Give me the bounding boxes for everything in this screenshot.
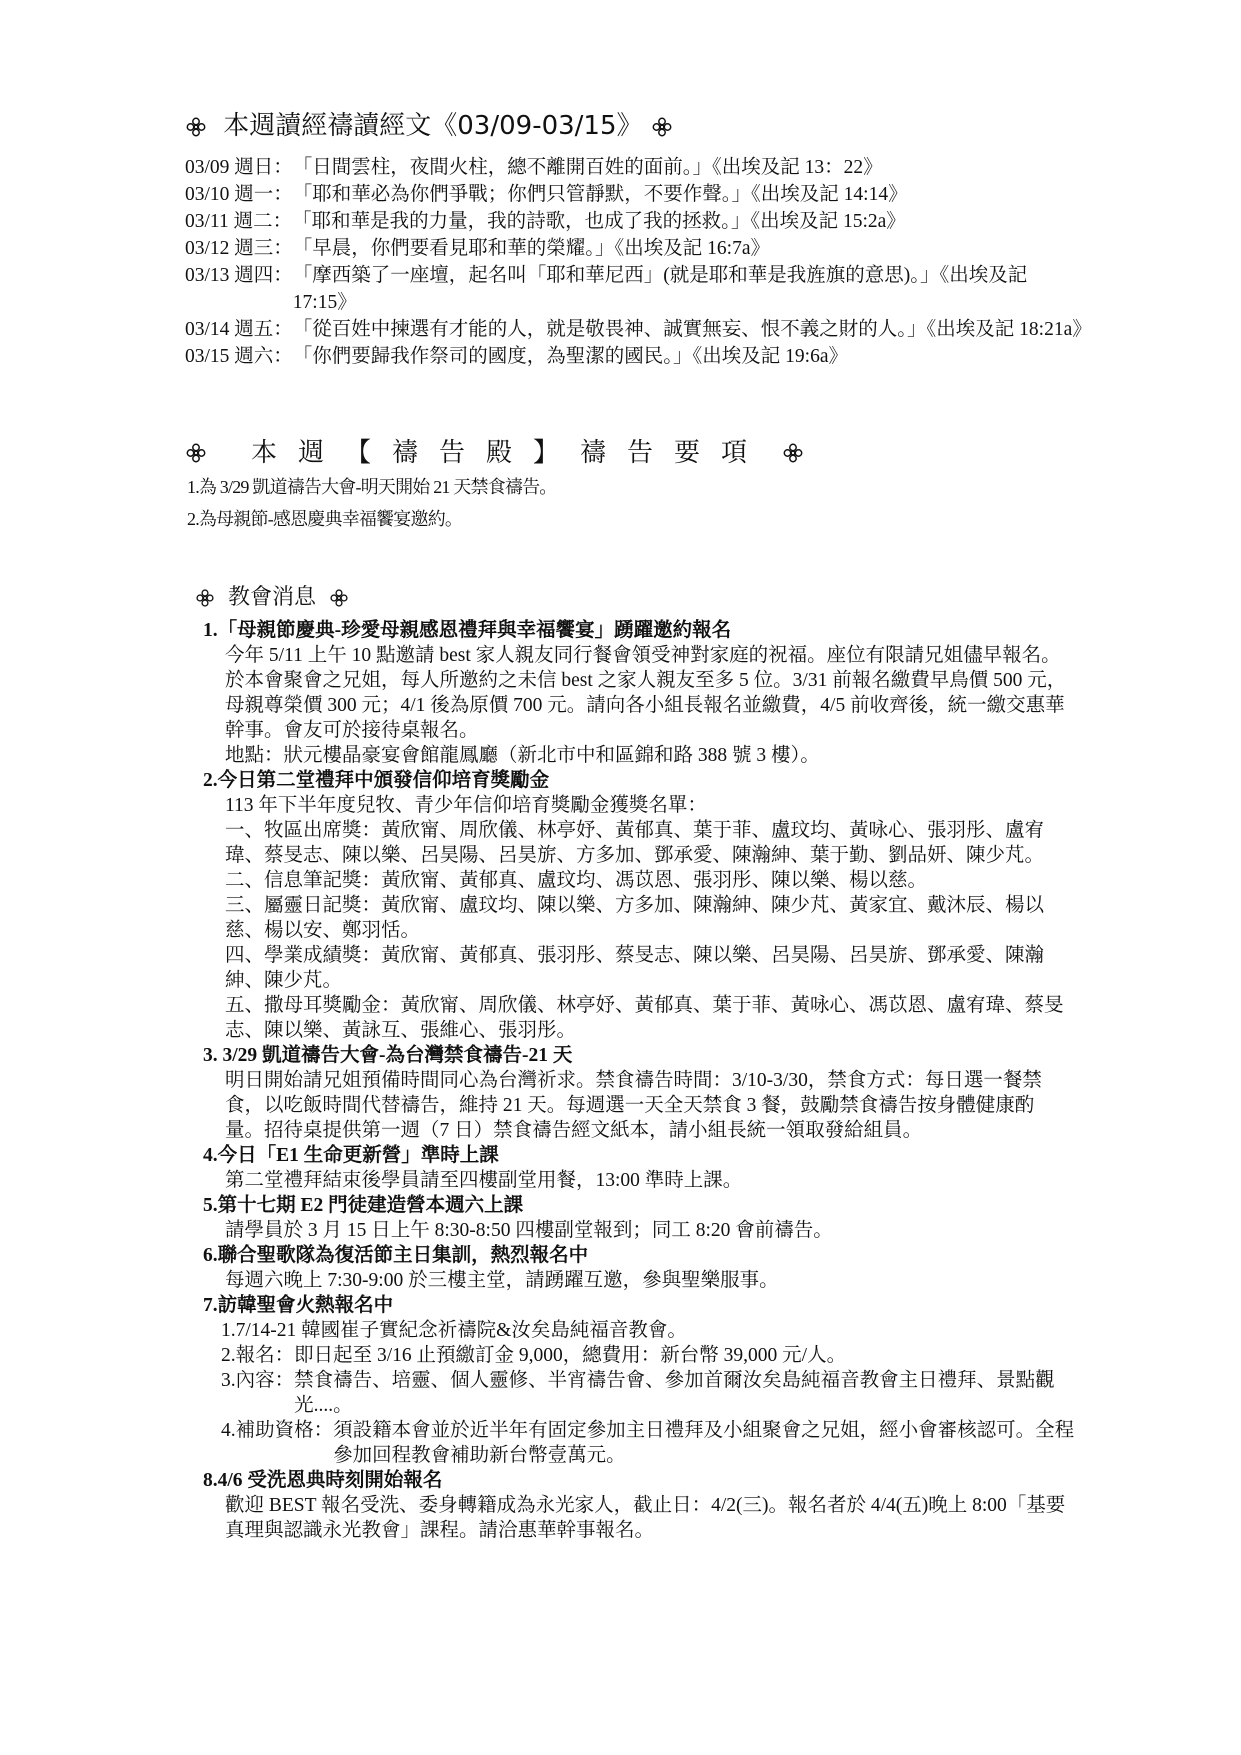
flower-icon <box>651 116 673 138</box>
award-list-item: 二、信息筆記獎：黃欣甯、黃郁真、盧玟均、馮苡恩、張羽彤、陳以樂、楊以慈。 <box>225 870 928 891</box>
award-list-item: 三、屬靈日記獎：黃欣甯、盧玟均、陳以樂、方多加、陳瀚紳、陳少芃、黃家宜、戴沐辰、楊以慈、楊以安、鄭羽恬。 <box>225 895 1045 941</box>
reading-day-label: 03/15 週六： <box>185 346 293 367</box>
reading-day-label: 03/13 週四： <box>185 265 293 286</box>
reading-verse: 「你們要歸我作祭司的國度，為聖潔的國民。」《出埃及記 19:6a》 <box>292 346 848 367</box>
trip-detail-text: 即日起至 3/16 止預繳訂金 9,000，總費用：新台幣 39,000 元/人。 <box>294 1345 847 1366</box>
weekly-readings-heading <box>185 108 1085 144</box>
reading-verse: 「耶和華必為你們爭戰；你們只管靜默，不要作聲。」《出埃及記 14:14》 <box>292 184 908 205</box>
trip-detail-text: 7/14-21 韓國崔子實紀念祈禱院&汝矣島純福音教會。 <box>235 1320 687 1341</box>
reading-verse: 「日間雲柱，夜間火柱，總不離開百姓的面前。」《出埃及記 13：22》 <box>292 157 883 178</box>
flower-icon <box>329 588 349 608</box>
news-item-body: 明日開始請兄姐預備時間同心為台灣祈求。禁食禱告時間：3/10-3/30，禁食方式：每日選一餐禁食，以吃飯時間代替禱告，維持 21 天。每週選一天全天禁食 3 餐，鼓勵禁食禱告按身體健康酌量。招待桌提供第一週（7 日）禁食禱告經文紙本，請小組長統一領取發給組員。 <box>225 1070 1042 1141</box>
reading-verse: 「摩西築了一座壇，起名叫「耶和華尼西」(就是耶和華是我旌旗的意思)。」《出埃及記 17:15》 <box>292 265 1028 313</box>
flower-icon <box>782 442 804 464</box>
news-item-body: 第二堂禮拜結束後學員請至四樓副堂用餐，13:00 準時上課。 <box>225 1170 743 1191</box>
news-item-location: 地點：狀元樓晶豪宴會館龍鳳廳（新北市中和區錦和路 388 號 3 樓）。 <box>225 745 820 766</box>
award-list-item: 五、撒母耳獎勵金：黃欣甯、周欣儀、林亭妤、黃郁真、葉于菲、黃咏心、馮苡恩、盧宥瑋、蔡旻志、陳以樂、黃詠互、張維心、張羽彤。 <box>225 995 1064 1041</box>
flower-icon <box>195 588 215 608</box>
prayer-items-title: 本週【禱告殿】禱告要項 <box>251 438 769 468</box>
trip-detail-line <box>221 1418 1075 1468</box>
prayer-item: 2.為母親節-感恩慶典幸福饗宴邀約。 <box>187 509 463 529</box>
flower-icon <box>185 116 207 138</box>
reading-day-label: 03/10 週一： <box>185 184 293 205</box>
reading-line <box>185 316 1092 343</box>
award-list-item: 一、牧區出席獎：黃欣甯、周欣儀、林亭妤、黃郁真、葉于菲、盧玟均、黃咏心、張羽彤、盧宥瑋、蔡旻志、陳以樂、呂昊陽、呂昊旂、方多加、鄧承愛、陳瀚紳、葉于勤、劉品妍、陳少芃。 <box>225 820 1045 866</box>
news-item-title: 3. 3/29 凱道禱告大會-為台灣禁食禱告-21 天 <box>203 1045 573 1066</box>
reading-line <box>185 235 1085 262</box>
trip-detail-text: 須設籍本會並於近半年有固定參加主日禮拜及小組聚會之兄姐，經小會審核認可。全程參加回程教會補助新台幣壹萬元。 <box>333 1420 1075 1466</box>
news-item-title: 6.聯合聖歌隊為復活節主日集訓，熱烈報名中 <box>203 1245 589 1266</box>
reading-line <box>185 343 1085 370</box>
trip-detail-text: 禁食禱告、培靈、個人靈修、半宵禱告會、參加首爾汝矣島純福音教會主日禮拜、景點觀光....。 <box>294 1370 1055 1416</box>
trip-detail-label: 1. <box>221 1320 236 1341</box>
reading-verse: 「早晨，你們要看見耶和華的榮耀。」《出埃及記 16:7a》 <box>292 238 770 259</box>
reading-day-label: 03/12 週三： <box>185 238 293 259</box>
weekly-readings-title: 本週讀經禱讀經文《03/09-03/15》 <box>223 111 643 141</box>
church-news-title: 教會消息 <box>228 585 317 610</box>
trip-detail-label: 4.補助資格： <box>221 1420 334 1441</box>
weekly-readings-section <box>185 108 1092 370</box>
church-news-section <box>195 582 1075 1543</box>
news-item-body: 113 年下半年度兒牧、青少年信仰培育獎勵金獲獎名單： <box>225 795 707 816</box>
reading-day-label: 03/09 週日： <box>185 157 293 178</box>
trip-detail-line <box>221 1343 1075 1368</box>
flower-icon <box>185 442 207 464</box>
reading-verse: 「從百姓中揀選有才能的人，就是敬畏神、誠實無妄、恨不義之財的人。」《出埃及記 18:21a》 <box>292 319 1092 340</box>
award-list-item: 四、學業成績獎：黃欣甯、黃郁真、張羽彤、蔡旻志、陳以樂、呂昊陽、呂昊旂、鄧承愛、陳瀚紳、陳少芃。 <box>225 945 1045 991</box>
prayer-item: 1.為 3/29 凱道禱告大會-明天開始 21 天禁食禱告。 <box>187 477 557 497</box>
news-item-body: 請學員於 3 月 15 日上午 8:30-8:50 四樓副堂報到；同工 8:20 會前禱告。 <box>225 1220 833 1241</box>
trip-detail-line <box>221 1318 1075 1343</box>
news-item-title: 8.4/6 受洗恩典時刻開始報名 <box>203 1470 443 1491</box>
news-item-body: 今年 5/11 上午 10 點邀請 best 家人親友同行餐會領受神對家庭的祝福。座位有限請兄姐儘早報名。於本會聚會之兄姐，每人所邀約之未信 best 之家人親友至多 5 位。3/31 前報名繳費早鳥價 500 元，母親尊榮價 300 元；4/1 後為原價 700 元。請向各小組長報名並繳費，4/5 前收齊後，統一繳交惠華幹事。會友可於接待桌報名。 <box>225 645 1067 741</box>
news-item-body: 每週六晚上 7:30-9:00 於三樓主堂，請踴躍互邀，參與聖樂服事。 <box>225 1270 779 1291</box>
reading-line <box>185 154 1085 181</box>
reading-day-label: 03/11 週二： <box>185 211 293 232</box>
prayer-items-section <box>185 435 1085 535</box>
reading-line <box>185 208 1085 235</box>
church-news-heading <box>195 582 1075 614</box>
news-item-title: 1.「母親節慶典-珍愛母親感恩禮拜與幸福饗宴」踴躍邀約報名 <box>203 620 732 641</box>
trip-detail-line <box>221 1368 1075 1418</box>
reading-line <box>185 181 1085 208</box>
trip-detail-label: 3.內容： <box>221 1370 295 1391</box>
reading-line <box>185 262 1085 316</box>
news-item-title: 7.訪韓聖會火熱報名中 <box>203 1295 394 1316</box>
news-item-title: 2.今日第二堂禮拜中頒發信仰培育獎勵金 <box>203 770 550 791</box>
news-item-body: 歡迎 BEST 報名受洗、委身轉籍成為永光家人，截止日：4/2(三)。報名者於 4/4(五)晚上 8:00「基要真理與認識永光教會」課程。請洽惠華幹事報名。 <box>225 1495 1066 1541</box>
reading-verse: 「耶和華是我的力量，我的詩歌，也成了我的拯救。」《出埃及記 15:2a》 <box>292 211 906 232</box>
trip-detail-label: 2.報名： <box>221 1345 295 1366</box>
reading-day-label: 03/14 週五： <box>185 319 293 340</box>
prayer-items-heading <box>185 435 1085 471</box>
news-item-title: 5.第十七期 E2 門徒建造營本週六上課 <box>203 1195 524 1216</box>
news-item-title: 4.今日「E1 生命更新營」準時上課 <box>203 1145 499 1166</box>
